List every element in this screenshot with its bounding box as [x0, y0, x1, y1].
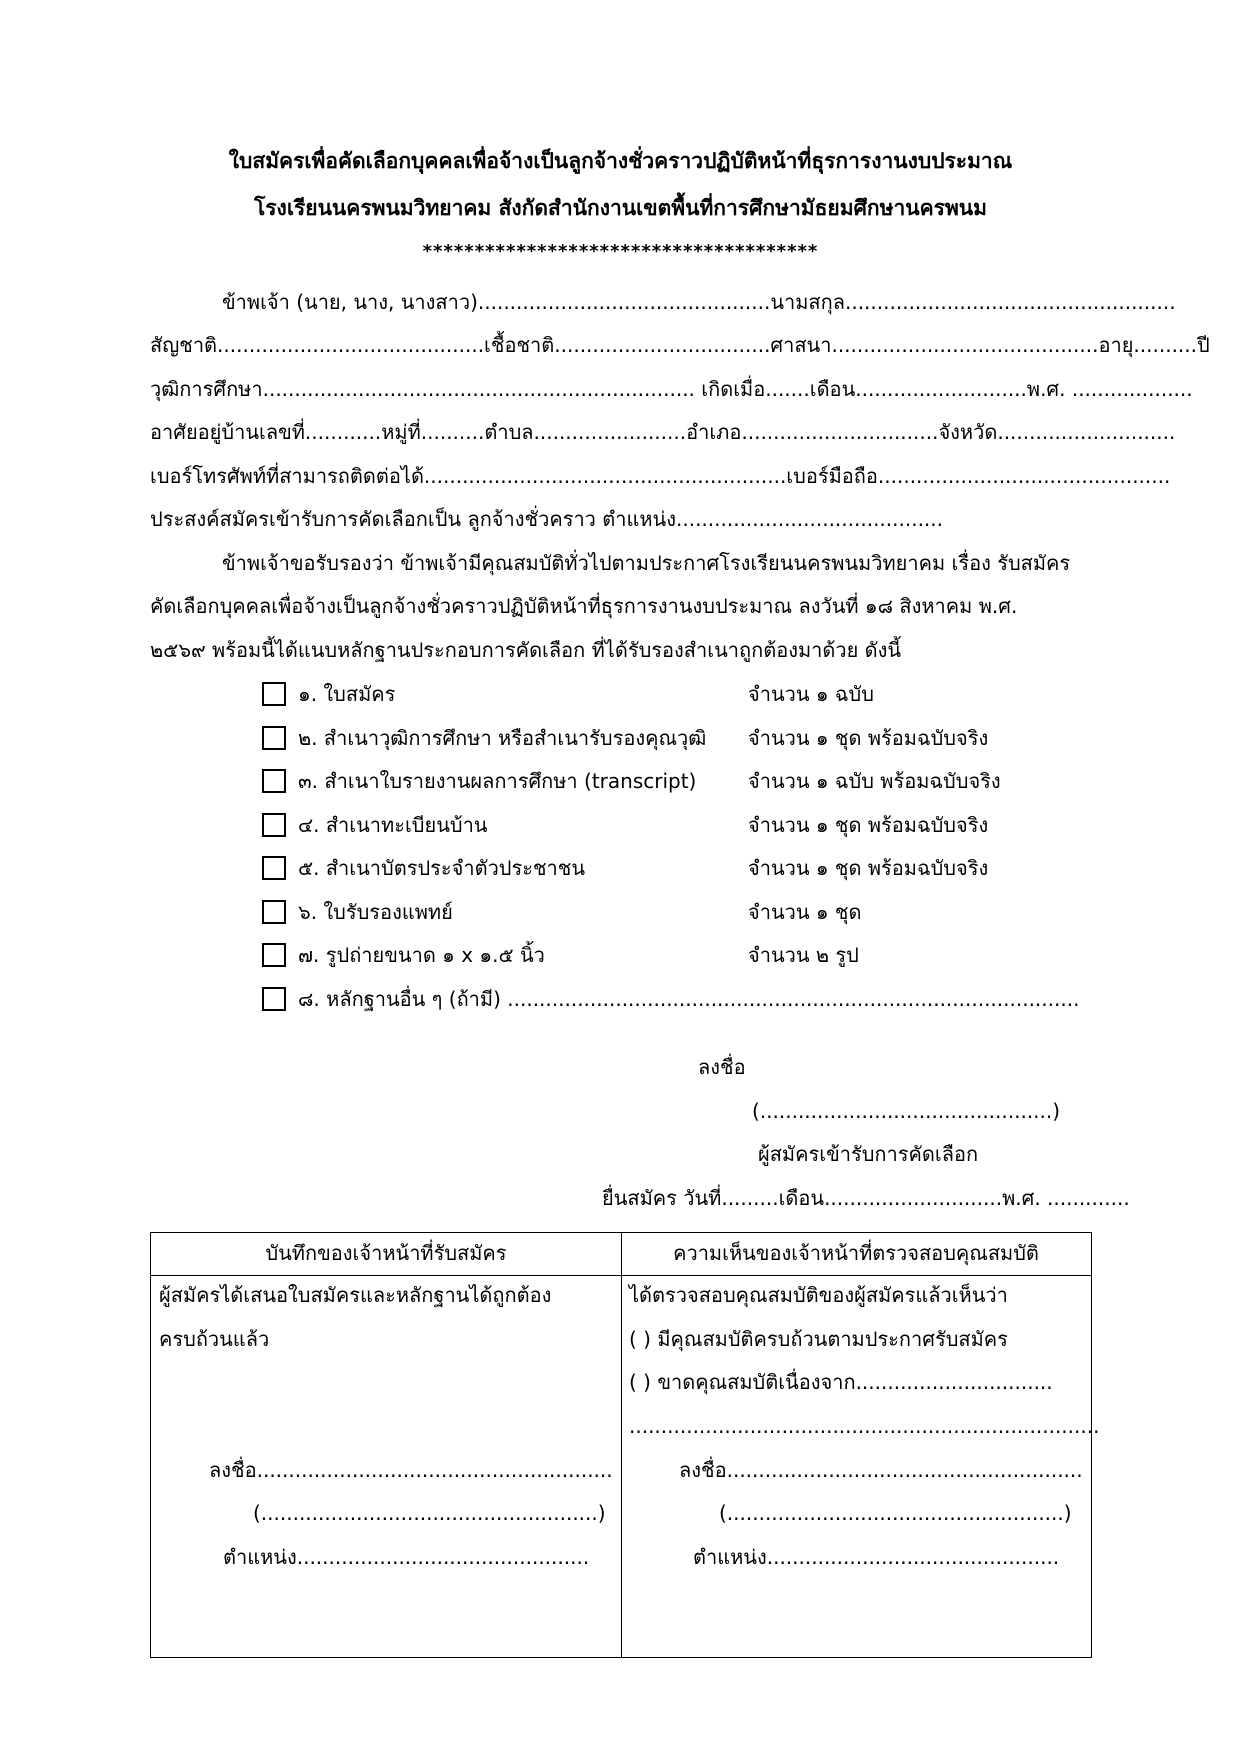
doc-qty-6: จำนวน ๑ ชุด	[748, 900, 862, 924]
certify-line2: คัดเลือกบุคคลเพื่อจ้างเป็นลูกจ้างชั่วคราวปฏิบัติหน้าที่ธุรการงานงบประมาณ ลงวันที่ ๑๘ สิงหาคม พ.ศ.	[150, 594, 1018, 618]
left-name-paren: (.....................................................)	[253, 1501, 606, 1525]
doc-label-4: ๔. สำเนาทะเบียนบ้าน	[298, 813, 488, 837]
doc-label-7: ๗. รูปถ่ายขนาด ๑ x ๑.๕ นิ้ว	[298, 943, 545, 967]
doc-qty-2: จำนวน ๑ ชุด พร้อมฉบับจริง	[748, 726, 989, 750]
left-position-line: ตำแหน่ง..............................................	[223, 1545, 590, 1569]
checkbox-doc-8[interactable]	[262, 987, 286, 1011]
table-header-receiving-officer: บันทึกของเจ้าหน้าที่รับสมัคร	[265, 1241, 507, 1265]
doc-label-2: ๒. สำเนาวุฒิการศึกษา หรือสำเนารับรองคุณวุฒิ	[298, 726, 707, 750]
applicant-sign-label: ลงชื่อ	[698, 1055, 746, 1079]
doc-qty-3: จำนวน ๑ ฉบับ พร้อมฉบับจริง	[748, 769, 1001, 793]
applicant-name-paren: (..............................................)	[752, 1099, 1061, 1123]
left-sign-line: ลงชื่อ........................................................	[209, 1458, 613, 1482]
checkbox-doc-3[interactable]	[262, 769, 286, 793]
doc-qty-7: จำนวน ๒ รูป	[748, 943, 859, 967]
table-column-divider	[621, 1233, 622, 1657]
doc-qty-5: จำนวน ๑ ชุด พร้อมฉบับจริง	[748, 856, 989, 880]
checkbox-doc-1[interactable]	[262, 682, 286, 706]
officer-notes-table	[150, 1232, 1100, 1658]
table-header-checking-officer: ความเห็นของเจ้าหน้าที่ตรวจสอบคุณสมบัติ	[673, 1241, 1039, 1265]
left-note-line2: ครบถ้วนแล้ว	[159, 1327, 270, 1351]
form-title-line2: โรงเรียนนครพนมวิทยาคม สังกัดสำนักงานเขตพื้นที่การศึกษามัธยมศึกษานครพนม	[254, 196, 987, 220]
checkbox-doc-6[interactable]	[262, 900, 286, 924]
table-header-divider	[151, 1275, 1091, 1276]
submission-date-line: ยื่นสมัคร วันที่.........เดือน............................พ.ศ. .............	[602, 1186, 1130, 1210]
certify-line1: ข้าพเจ้าขอรับรองว่า ข้าพเจ้ามีคุณสมบัติทั่วไปตามประกาศโรงเรียนนครพนมวิทยาคม เรื่อง รับสมัคร	[222, 551, 1071, 575]
right-reason-dots: ..........................................................................	[629, 1414, 1100, 1438]
doc-label-3: ๓. สำเนาใบรายงานผลการศึกษา (transcript)	[298, 769, 697, 793]
right-note-line1: ได้ตรวจสอบคุณสมบัติของผู้สมัครแล้วเห็นว่า	[629, 1283, 1008, 1307]
checkbox-doc-4[interactable]	[262, 813, 286, 837]
right-sign-line: ลงชื่อ........................................................	[679, 1458, 1083, 1482]
left-note-line1: ผู้สมัครได้เสนอใบสมัครและหลักฐานได้ถูกต้อง	[159, 1283, 552, 1307]
phone-line: เบอร์โทรศัพท์ที่สามารถติดต่อได้.........................................................เบอร์มือถือ..............................................	[150, 464, 1171, 488]
nationality-line: สัญชาติ..........................................เชื้อชาติ..................................ศาสนา..........................................อายุ..........ปี	[150, 333, 1210, 357]
address-line: อาศัยอยู่บ้านเลขที่............หมู่ที่..........ตำบล........................อำเภอ...............................จังหวัด............................	[150, 420, 1176, 444]
position-line: ประสงค์สมัครเข้ารับการคัดเลือกเป็น ลูกจ้างชั่วคราว ตำแหน่ง..........................................	[150, 507, 944, 531]
doc-label-5: ๕. สำเนาบัตรประจำตัวประชาชน	[298, 856, 586, 880]
doc-qty-4: จำนวน ๑ ชุด พร้อมฉบับจริง	[748, 813, 989, 837]
checkbox-doc-7[interactable]	[262, 943, 286, 967]
right-option-qualified: ( ) มีคุณสมบัติครบถ้วนตามประกาศรับสมัคร	[629, 1327, 1008, 1351]
right-option-unqualified: ( ) ขาดคุณสมบัติเนื่องจาก...............................	[629, 1370, 1053, 1394]
applicant-name-line: ข้าพเจ้า (นาย, นาง, นางสาว)..............................................นามสกุล....................................................	[222, 290, 1176, 314]
doc-qty-1: จำนวน ๑ ฉบับ	[748, 682, 874, 706]
education-line: วุฒิการศึกษา.................................................................... เกิดเมื่อ.......เดือน...........................พ.ศ. ...................	[150, 377, 1193, 401]
right-position-line: ตำแหน่ง..............................................	[693, 1545, 1060, 1569]
doc-label-6: ๖. ใบรับรองแพทย์	[298, 900, 453, 924]
applicant-role: ผู้สมัครเข้ารับการคัดเลือก	[758, 1142, 979, 1166]
certify-line3: ๒๕๖๙ พร้อมนี้ได้แนบหลักฐานประกอบการคัดเลือก ที่ได้รับรองสำเนาถูกต้องมาด้วย ดังนี้	[150, 638, 902, 662]
checkbox-doc-2[interactable]	[262, 726, 286, 750]
checkbox-doc-5[interactable]	[262, 856, 286, 880]
form-title-line1: ใบสมัครเพื่อคัดเลือกบุคคลเพื่อจ้างเป็นลูกจ้างชั่วคราวปฏิบัติหน้าที่ธุรการงานงบประมาณ	[228, 149, 1013, 173]
doc-label-1: ๑. ใบสมัคร	[298, 682, 396, 706]
doc-label-8: ๘. หลักฐานอื่น ๆ (ถ้ามี) ..........................................................................................	[298, 987, 1080, 1011]
right-name-paren: (.....................................................)	[719, 1501, 1072, 1525]
title-separator: **************************************	[422, 241, 819, 262]
